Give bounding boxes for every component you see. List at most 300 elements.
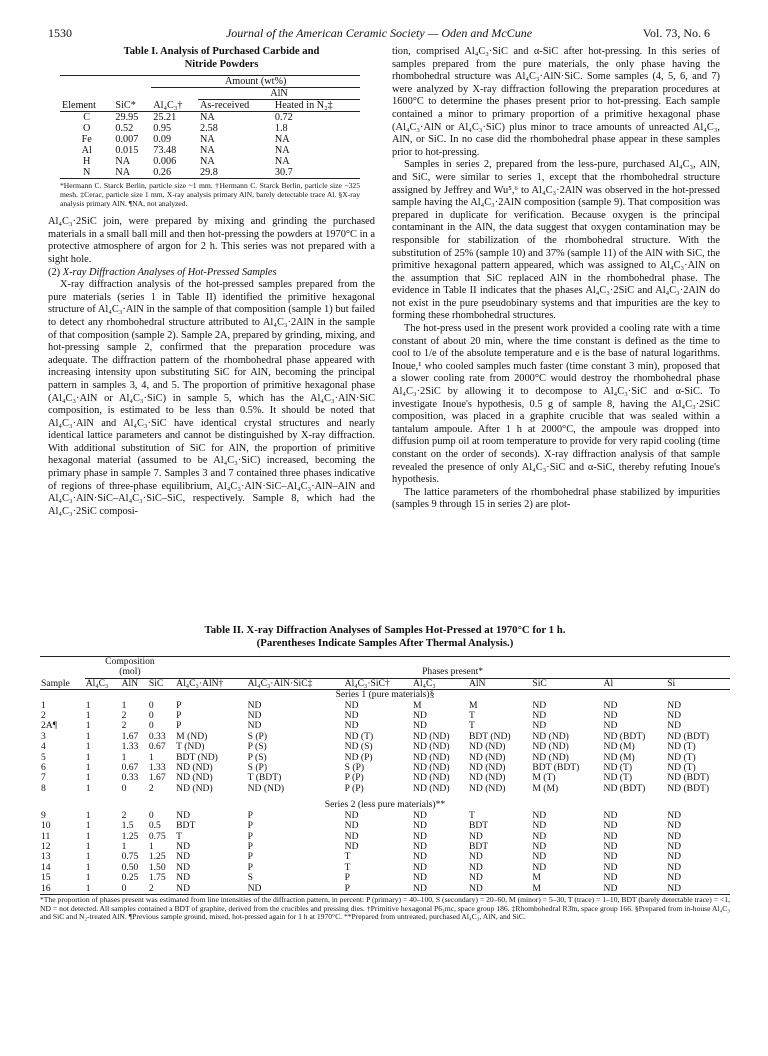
- table-cell: ND (ND): [532, 741, 569, 753]
- table-cell: 0.75: [121, 851, 139, 863]
- page-number: 1530: [48, 26, 72, 40]
- table-cell: N: [83, 167, 91, 179]
- table-cell: ND: [413, 720, 427, 732]
- table-cell: NA: [199, 156, 215, 168]
- table-cell: 1: [85, 840, 91, 852]
- table-cell: T: [344, 851, 351, 863]
- table-cell: 15: [41, 872, 51, 884]
- table-cell: ND: [413, 820, 427, 832]
- table-cell: ND: [176, 809, 191, 821]
- table-cell: ND: [468, 872, 483, 884]
- table-cell: ND: [603, 830, 618, 842]
- section-heading: [48, 267, 375, 280]
- table-cell: ND: [344, 830, 359, 842]
- table-cell: ND (M): [603, 741, 635, 753]
- table-cell: T: [344, 861, 351, 873]
- table-cell: ND (ND): [413, 730, 450, 742]
- table-cell: NA: [115, 167, 131, 179]
- table-cell: ND (P): [344, 751, 373, 763]
- table-cell: T (ND): [176, 741, 205, 753]
- table-cell: ND: [468, 882, 483, 894]
- table-cell: ND: [413, 882, 427, 894]
- table-cell: ND (T): [667, 762, 696, 774]
- table-cell: SiC*: [115, 99, 136, 111]
- table-cell: S (P): [344, 762, 365, 774]
- table-cell: 29.8: [199, 167, 218, 179]
- table-cell: ND (T): [667, 741, 696, 753]
- table-cell: ND: [603, 710, 618, 722]
- table-cell: 0: [121, 782, 127, 794]
- table-cell: 1.50: [148, 861, 166, 873]
- table-cell: 1.67: [148, 772, 166, 784]
- table-cell: 1: [121, 699, 127, 711]
- table-cell: 14: [41, 861, 51, 873]
- table-cell: ND (M): [603, 751, 635, 763]
- table-cell: NA: [274, 156, 290, 168]
- table-row: [40, 832, 730, 842]
- table-cell: ND: [532, 861, 547, 873]
- table-row: [40, 884, 730, 895]
- table-cell: ND (ND): [413, 741, 450, 753]
- table-cell: T: [468, 809, 475, 821]
- table-cell: ND: [468, 830, 483, 842]
- table-cell: Al: [603, 677, 614, 689]
- table-cell: ND: [532, 840, 547, 852]
- table-cell: ND: [344, 699, 359, 711]
- table-cell: 5: [41, 751, 46, 763]
- table-cell: P (S): [247, 741, 267, 753]
- table-cell: P: [247, 861, 253, 873]
- table-row: [40, 852, 730, 862]
- table-cell: 1: [85, 710, 91, 722]
- table-cell: 2: [148, 882, 154, 894]
- table-cell: ND: [413, 809, 427, 821]
- table-cell: 8: [41, 782, 46, 794]
- table-cell: 2: [121, 809, 127, 821]
- table-row: [40, 711, 730, 721]
- table-cell: 1: [85, 720, 91, 732]
- table1-header-row-1: [60, 76, 360, 88]
- volume-issue: Vol. 73, No. 6: [642, 26, 710, 40]
- table1: [60, 75, 360, 179]
- series1-label: Series 1 (pure materials)§: [335, 689, 435, 701]
- table-cell: P: [344, 872, 350, 884]
- table-cell: ND: [603, 872, 618, 884]
- table2-footnote: *The proportion of phases present was estimated from line intensities of the diffraction pattern, in percent: P (primary) = 40–100, S (secondary) = 20–60, M (minor) = 5–30, T (trace) = 1–10, BDT (barely detectable trace) = <1, ND = not detected. All samples contained a BDT of graphite, derived from the crucibles and pressing dies. †Primitive hexagonal P6₃mc, space group 186. ‡Rhombohedral R3̄m, space group 166. §Prepared from in-house Al₄C₃ and SiC and N₂-treated AlN. ¶Previous sample ground, mixed, hot-pressed again for 1 h at 1970°C. **Prepared from untreated, purchased Al₄C₃, AlN, and SiC.: [40, 894, 730, 922]
- table-cell: 0: [148, 720, 154, 732]
- table-cell: 0.25: [121, 872, 139, 884]
- table-cell: H: [83, 156, 91, 168]
- table-cell: 1: [41, 699, 46, 711]
- table-cell: 16: [41, 882, 51, 894]
- table-cell: ND: [468, 851, 483, 863]
- table-cell: P: [176, 699, 182, 711]
- table-cell: 2: [41, 710, 46, 722]
- table-cell: ND (BDT): [667, 772, 710, 784]
- table-cell: ND (BDT): [603, 782, 646, 794]
- table-cell: ND (T): [667, 751, 696, 763]
- table-cell: ND (ND): [468, 762, 506, 774]
- table1-column-headers: [60, 100, 360, 112]
- table-cell: ND (ND): [468, 782, 506, 794]
- table1-body: [60, 112, 360, 179]
- section-title: X-ray Diffraction Analyses of Hot-Pressed Samples: [62, 266, 277, 278]
- table-cell: ND: [344, 820, 359, 832]
- table-cell: M (M): [532, 782, 559, 794]
- table-cell: M: [532, 872, 541, 884]
- table-cell: ND: [603, 882, 618, 894]
- table-cell: P: [176, 710, 182, 722]
- table-cell: 12: [41, 840, 51, 852]
- section-number: (2): [48, 266, 61, 278]
- table-cell: 7: [41, 772, 46, 784]
- table-cell: 0: [148, 699, 154, 711]
- table-cell: Al: [81, 145, 92, 157]
- table-cell: 0.5: [148, 820, 161, 832]
- table-cell: 0: [148, 710, 154, 722]
- table-cell: P (P): [344, 782, 364, 794]
- table-cell: ND (S): [344, 741, 373, 753]
- table-cell: ND (BDT): [603, 730, 646, 742]
- table-cell: BDT (ND): [468, 730, 511, 742]
- table-cell: ND: [413, 851, 427, 863]
- table-cell: ND (T): [603, 772, 633, 784]
- table-cell: 1: [85, 872, 91, 884]
- table-cell: BDT: [468, 840, 489, 852]
- left-paragraph-2: X-ray diffraction analysis of the hot-pressed samples prepared from the pure materials (series 1 in Table II) identified the primitive hexagonal structure of Al₄C₃·AlN in the sample of that composition (sample 1) but failed to detect any rhombohedral structure attributed to Al₄C₃·2AlN in the sample of that composition (sample 2). Sample 2A, prepared by grinding, mixing, and hot-pressing sample 2, confirmed that the preparation procedure was adequate. The diffraction pattern of the rhombohedral phase appeared with increasing intensity upon substituting SiC for AlN, becoming the principal pattern in samples 3, 4, and 5. The proportion of primitive hexagonal phase (Al₄C₃·AlN or Al₄C₃·SiC) in sample 5, which has the Al₄C₃·AlN·SiC composition, is estimated to be less than 0.5%. It should be noted that Al₄C₃·AlN and Al₄C₃·SiC have identical crystal structures and nearly identical lattice parameters and cannot be distinguished by X-ray diffraction. With additional substitution of SiC for AlN, the proportion of primitive hexagonal material (assumed to be Al₄C₃·SiC) increased, becoming the primary phase in sample 7. Samples 3 and 7 contained three phases indicative of regions of three-phase equilibrium, Al₄C₃·AlN·SiC–Al₄C₃·AlN–AlN and Al₄C₃·AlN·SiC–Al₄C₃·SiC–SiC, respectively. Sample 8, which had the Al₄C₃·2SiC composi-: [48, 279, 375, 517]
- table1-caption: [68, 46, 375, 71]
- table-row: [40, 821, 730, 831]
- table-cell: 1: [85, 751, 91, 763]
- table-cell: M: [413, 699, 422, 711]
- table-cell: NA: [115, 156, 131, 168]
- table-cell: 1.25: [148, 851, 166, 863]
- table-cell: 0.50: [121, 861, 139, 873]
- table-cell: C: [83, 112, 91, 124]
- table-cell: 0.006: [153, 156, 177, 168]
- table-cell: ND (T): [603, 762, 633, 774]
- table-cell: ND: [344, 809, 359, 821]
- table1-caption-line2: Nitride Powders: [184, 58, 259, 70]
- table-cell: ND: [532, 710, 547, 722]
- journal-title: Journal of the American Ceramic Society — Oden and McCune: [225, 26, 533, 40]
- table-cell: ND: [344, 710, 359, 722]
- table1-header-row-2: [60, 88, 360, 100]
- table-cell: ND: [176, 882, 191, 894]
- table-cell: P (S): [247, 751, 267, 763]
- table-cell: 1: [85, 772, 91, 784]
- table-cell: 2A¶: [41, 720, 58, 732]
- table-cell: AlN: [468, 677, 486, 689]
- table-cell: 0.72: [274, 112, 293, 124]
- table2-series1-label-row: [40, 690, 730, 701]
- table-cell: P: [247, 851, 253, 863]
- table-row: [60, 167, 360, 179]
- table-cell: 0.67: [148, 741, 166, 753]
- table2-series2-label-row: [40, 800, 730, 810]
- table-cell: ND (BDT): [667, 782, 710, 794]
- table-cell: ND (ND): [468, 751, 506, 763]
- table-cell: ND: [667, 840, 682, 852]
- table-row: [40, 784, 730, 794]
- table-cell: ND: [667, 820, 682, 832]
- table1-caption-line1: Table I. Analysis of Purchased Carbide and: [123, 46, 320, 57]
- table-cell: NA: [274, 145, 290, 157]
- table-cell: ND: [532, 820, 547, 832]
- table-cell: ND: [532, 720, 547, 732]
- table-cell: Al₄C₃: [85, 677, 109, 689]
- table-cell: 1: [85, 830, 91, 842]
- table2: [40, 656, 730, 895]
- table-cell: ND: [603, 840, 618, 852]
- table-cell: ND: [667, 861, 682, 873]
- table-cell: 1.5: [121, 820, 134, 832]
- table-cell: 1: [85, 809, 91, 821]
- table-cell: ND: [344, 840, 359, 852]
- table-cell: ND (BDT): [667, 730, 710, 742]
- table-row: [40, 811, 730, 821]
- table-cell: 0.33: [121, 772, 139, 784]
- table-cell: 4: [41, 741, 46, 753]
- table2-series2: [40, 811, 730, 895]
- table-cell: BDT (BDT): [532, 762, 580, 774]
- series2-label: Series 2 (less pure materials)**: [324, 799, 446, 811]
- table-cell: ND: [176, 840, 191, 852]
- table-cell: Al₄C₃·AlN†: [176, 677, 224, 689]
- table-cell: 0.52: [115, 123, 134, 135]
- table-cell: Element: [62, 99, 96, 111]
- table-cell: 0.015: [115, 145, 139, 157]
- table-cell: ND: [247, 720, 262, 732]
- table-cell: M: [468, 699, 478, 711]
- table-cell: ND (ND): [532, 730, 569, 742]
- table1-footnote: *Hermann C. Starck Berlin, particle size ~1 mm. †Hermann C. Starck Berlin, particle size −325 mesh. ‡Cerac, particle size 1 mm, X-ray analysis primary AlN, barely detectable trace Al. §X-ray analysis primary AlN. ¶NA, not analyzed.: [60, 181, 360, 209]
- table-cell: T: [468, 710, 475, 722]
- table-cell: 3: [41, 730, 46, 742]
- table-cell: 1: [85, 762, 91, 774]
- table-cell: 0.26: [153, 167, 172, 179]
- table-cell: ND: [667, 830, 682, 842]
- table2-header-row-1: [40, 657, 730, 668]
- table-cell: 11: [41, 830, 51, 842]
- table-cell: ND: [247, 699, 262, 711]
- table2-composition-header: Composition: [105, 656, 155, 667]
- table2-caption-line2: (Parentheses Indicate Samples After Thermal Analysis.): [256, 637, 514, 649]
- table-cell: 2: [148, 782, 154, 794]
- table-cell: NA: [199, 134, 215, 146]
- table-cell: ND (ND): [413, 751, 450, 763]
- table-cell: BDT: [176, 820, 196, 832]
- table-cell: 1: [85, 782, 91, 794]
- table-cell: 1.33: [148, 762, 166, 774]
- table-cell: ND (ND): [413, 782, 450, 794]
- table-cell: T: [468, 720, 475, 732]
- table-cell: 1: [121, 751, 127, 763]
- table-cell: ND: [532, 851, 547, 863]
- table-cell: 13: [41, 851, 51, 863]
- table-row: [60, 112, 360, 124]
- table-cell: 29.95: [115, 112, 139, 124]
- table-cell: ND: [667, 699, 682, 711]
- table2-header-row-2: [40, 667, 730, 678]
- table-cell: ND (ND): [468, 741, 506, 753]
- table-cell: M: [532, 882, 541, 894]
- table-row: [60, 134, 360, 145]
- table-cell: 1: [148, 840, 154, 852]
- table-cell: S (P): [247, 762, 268, 774]
- table-cell: Al₄C₃·AlN·SiC‡: [247, 677, 313, 689]
- table-cell: 10: [41, 820, 51, 832]
- table-cell: 1: [85, 820, 91, 832]
- table-row: [40, 863, 730, 873]
- table-cell: ND (T): [344, 730, 374, 742]
- table-cell: P: [247, 830, 253, 842]
- table-cell: ND: [413, 861, 427, 873]
- table-cell: 6: [41, 762, 46, 774]
- table-cell: ND (ND): [468, 772, 506, 784]
- table-cell: ND (ND): [176, 772, 213, 784]
- table-cell: ND (ND): [247, 782, 285, 794]
- table-cell: M (T): [532, 772, 556, 784]
- table-cell: S: [247, 872, 253, 884]
- table-cell: 1: [121, 840, 127, 852]
- table-cell: ND: [468, 861, 483, 873]
- table-cell: 1: [85, 861, 91, 873]
- table-cell: ND: [667, 851, 682, 863]
- table-cell: ND (ND): [176, 762, 213, 774]
- left-paragraph-1: Al₄C₃·2SiC join, were prepared by mixing and grinding the purchased materials in a small ball mill and then hot-pressing the powders at 1970°C in a protective atmosphere of argon for 2 h. This series was not prepared with a sight hole.: [48, 216, 375, 265]
- table-row: [40, 842, 730, 852]
- table-cell: 73.48: [153, 145, 177, 157]
- table-cell: ND (ND): [413, 762, 450, 774]
- table-cell: ND: [176, 851, 191, 863]
- table-cell: AlN: [121, 677, 139, 689]
- table-cell: T: [176, 830, 183, 842]
- table-cell: ND (ND): [532, 751, 569, 763]
- table-cell: ND: [667, 872, 682, 884]
- table-cell: 0.09: [153, 134, 172, 146]
- table-cell: NA: [274, 134, 290, 146]
- table-cell: ND: [603, 851, 618, 863]
- table-cell: 1.33: [121, 741, 139, 753]
- table-cell: 1: [85, 699, 91, 711]
- table-cell: Fe: [81, 134, 92, 146]
- table-cell: SiC: [148, 677, 164, 689]
- table-cell: 1: [85, 882, 91, 894]
- table-cell: ND: [532, 830, 547, 842]
- table-cell: ND: [532, 699, 547, 711]
- table-cell: ND (ND): [413, 772, 450, 784]
- table-cell: NA: [199, 112, 215, 124]
- table-cell: ND (ND): [176, 782, 213, 794]
- table-cell: ND: [667, 809, 682, 821]
- table-cell: 1.25: [121, 830, 139, 842]
- table-cell: P: [176, 720, 182, 732]
- table-cell: P: [247, 820, 253, 832]
- table-cell: 25.21: [153, 112, 177, 124]
- table-cell: ND: [667, 882, 682, 894]
- table-cell: 0.95: [153, 123, 172, 135]
- table-cell: 1: [85, 851, 91, 863]
- table2-column-headers: [40, 678, 730, 689]
- table-cell: 1.8: [274, 123, 288, 135]
- table-row: [40, 873, 730, 883]
- table-row: [60, 145, 360, 156]
- table-cell: T (BDT): [247, 772, 282, 784]
- table-cell: 1: [85, 741, 91, 753]
- table-cell: Al₄C₃: [413, 677, 436, 689]
- table-cell: NA: [199, 145, 215, 157]
- table-cell: 30.7: [274, 167, 293, 179]
- table-cell: ND: [603, 809, 618, 821]
- table-cell: ND: [176, 872, 191, 884]
- table-cell: ND: [176, 861, 191, 873]
- right-paragraph-1: tion, comprised Al₄C₃·SiC and α-SiC after hot-pressing. In this series of samples prepared from the pure materials, the only phase having the rhombohedral structure was Al₄C₃·AlN·SiC. Some samples (4, 5, 6, and 7) were analyzed by X-ray diffraction following the preparation procedures at 1600°C to determine the phases present prior to hot-pressing. Each sample contained a minor to primary proportion of a primitive hexagonal phase (Al₄C₃·AlN or Al₄C₃·SiC) plus minor to trace amounts of unreacted Al₄C₃, AlN, or SiC. In no case did the rhombohedral phase appear in these samples prior to hot-pressing.: [392, 46, 720, 158]
- table-cell: SiC: [532, 677, 547, 689]
- table-cell: Sample: [41, 677, 70, 689]
- table-cell: O: [83, 123, 91, 135]
- table-cell: ND: [247, 882, 262, 894]
- table-cell: Al₄C₃†: [153, 99, 183, 111]
- table-cell: 2: [121, 720, 127, 732]
- table-cell: ND: [603, 820, 618, 832]
- table-cell: ND: [413, 872, 427, 884]
- table-cell: 0: [121, 882, 127, 894]
- right-column: [392, 46, 720, 512]
- table-cell: 9: [41, 809, 46, 821]
- table-cell: ND: [413, 710, 427, 722]
- table-cell: 0.75: [148, 830, 166, 842]
- table-cell: 1: [148, 751, 154, 763]
- table2-series1: [40, 701, 730, 795]
- table-cell: ND: [603, 720, 618, 732]
- table-cell: 0: [148, 809, 154, 821]
- table-cell: 0.67: [121, 762, 139, 774]
- table1-aln-header: AlN: [198, 88, 360, 100]
- table-cell: BDT: [468, 820, 489, 832]
- table-row: [60, 156, 360, 167]
- table-row: [40, 701, 730, 711]
- table-cell: ND: [603, 861, 618, 873]
- table-cell: M (ND): [176, 730, 208, 742]
- table-cell: P (P): [344, 772, 364, 784]
- table2-mol-header: (mol): [85, 667, 175, 678]
- table-cell: ND: [603, 699, 618, 711]
- table1-amount-header: Amount (wt%): [151, 76, 360, 88]
- table-cell: Heated in N₂‡: [274, 100, 333, 112]
- table-cell: 0.007: [115, 134, 139, 146]
- table-row: [60, 123, 360, 134]
- table-cell: 1: [85, 730, 91, 742]
- table-cell: 2: [121, 710, 127, 722]
- table-cell: 1.67: [121, 730, 139, 742]
- table-cell: P: [247, 840, 253, 852]
- table-cell: P: [344, 882, 350, 894]
- table-cell: 1.75: [148, 872, 166, 884]
- table-cell: ND: [667, 720, 682, 732]
- table-cell: Si: [667, 677, 676, 689]
- right-paragraph-4: The lattice parameters of the rhombohedral phase stabilized by impurities (samples 9 through 15 in series 2) are plot-: [392, 486, 720, 511]
- table2-block: [40, 624, 730, 922]
- table-cell: ND: [413, 830, 427, 842]
- table2-phases-header: Phases present*: [175, 667, 730, 678]
- table-cell: As-received: [199, 100, 250, 112]
- table-cell: ND: [344, 720, 359, 732]
- table-cell: P: [247, 809, 253, 821]
- table-cell: 0.33: [148, 730, 166, 742]
- right-paragraph-2: Samples in series 2, prepared from the less-pure, purchased Al₄C₃, AlN, and SiC, were similar to series 1, except that the rhombohedral structure assigned by Jeffrey and Wu⁵,⁶ to Al₄C₃·2AlN was observed in the hot-pressed sample having the Al₄C₃·2AlN composition (sample 9). That composition was prepared in duplicate for verification. Because oxygen is the principal contaminant in the AlN, the data suggest that oxygen contamination may be responsible for stabilization of the rhombohedral structure. With the substitution of 25% (sample 10) and 37% (sample 11) of the AlN with SiC, the primitive hexagonal pattern appeared, which was assigned to Al₄C₃·AlN on the assumption that SiC replaced AlN in the rhombohedral phase. The evidence in Table II indicates that the phases Al₄C₃·2SiC and Al₄C₃·2AlN do not exist in the pure pseudobinary systems and that impurities are the key to forming these rhombohedral structures.: [392, 159, 720, 322]
- table-cell: ND: [532, 809, 547, 821]
